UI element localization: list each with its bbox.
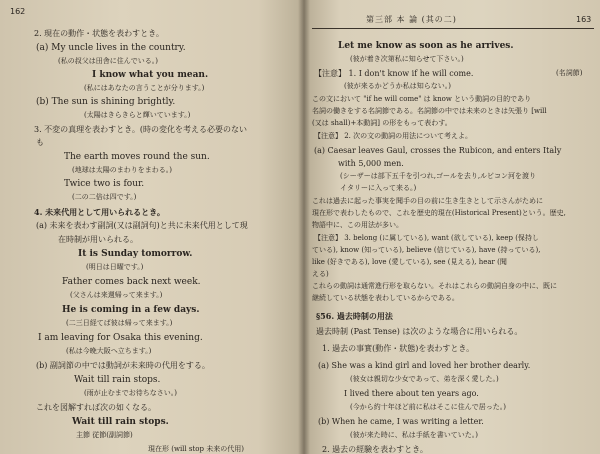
left-text-line: も (36, 138, 44, 147)
left-text-line: (b) The sun is shining brightly. (36, 97, 176, 107)
right-text-line: 過去時制 (Past Tense) は次のような場合に用いられる。 (316, 327, 523, 336)
right-text-line: える) (312, 270, 329, 278)
right-text-line: (b) When he came, I was writing a letter. (318, 417, 484, 426)
left-text-line: 4. 未来代用として用いられるとき。 (34, 207, 165, 217)
right-text-line: 物語中に、この用法が多い。 (312, 221, 403, 229)
left-text-line: It is Sunday tomorrow. (78, 249, 193, 259)
right-text-line: ている), know (知っている), believe (信じている), have (持っている), (312, 246, 541, 254)
right-text-line: (彼が来た時に、私は手紙を書いていた。) (350, 431, 478, 439)
header-rule (312, 28, 594, 29)
right-text-line: 継続している状態を表わしているからである。 (312, 294, 459, 302)
left-text-line: The earth moves round the sun. (64, 152, 210, 162)
right-text-line: これらの動詞は通常進行形を取らない。それはこれらの動詞自身の中に、既に (312, 282, 557, 290)
right-text-line: (又は shall)+本動詞] の形をもって表わす。 (312, 119, 452, 127)
left-text-line: (a) My uncle lives in the country. (36, 43, 186, 53)
left-text-line: (b) 副詞節の中では動詞が未来時の代用をする。 (36, 361, 210, 370)
running-header: 第三部 本 論 (其の二) (366, 15, 457, 24)
page-number-right: 163 (576, 15, 592, 24)
right-page (304, 0, 600, 454)
left-text-line: (二三日経てば彼は帰って来ます。) (66, 319, 173, 327)
right-text-line: (a) She was a kind girl and loved her brother dearly. (318, 361, 531, 370)
right-text-line: 1. 過去の事實(動作・狀態)を表わすとき。 (322, 344, 475, 353)
left-text-line: Father comes back next week. (62, 277, 201, 287)
right-text-line: 【注意】 2. 次の文の動詞の用法について考えよ。 (314, 132, 472, 140)
left-text-line: (雨が止むまでお待ちなさい。) (84, 389, 177, 397)
left-text-line: (父さんは来週帰って来ます。) (70, 291, 163, 299)
right-text-line: これは過去に起った事実を聞手の目の前に生き生きとして示さんがために (312, 197, 543, 205)
left-text-line: (私は今晩大阪へ立ちます。) (66, 347, 152, 355)
left-text-line: 3. 不変の真理を表わすとき。(時の変化を考える必要のない (34, 125, 247, 134)
left-text-line: 主節 従節(副詞節) (76, 431, 133, 439)
left-text-line: これを図解すれば次の如くなる。 (36, 403, 156, 412)
right-text-line: 現在形で表わしたもので、これを歴史的現在(Historical Present)という。歴史, (312, 209, 566, 217)
right-text-line: 2. 過去の經驗を表わすとき。 (322, 445, 428, 454)
left-text-line: (私の叔父は田舎に住んでいる。) (58, 57, 158, 65)
left-text-line: (二の二倍は四です。) (72, 193, 137, 201)
left-text-line: (太陽はきらきらと輝いています。) (84, 111, 191, 119)
left-text-line: I know what you mean. (92, 70, 209, 80)
left-text-line: 2. 現在の動作・状態を表わすとき。 (34, 29, 164, 38)
left-text-line: I am leaving for Osaka this evening. (38, 333, 203, 343)
left-text-line: (地球は太陽のまわりをまわる。) (72, 166, 172, 174)
left-text-line: Wait till rain stops. (72, 417, 169, 427)
right-text-line: I lived there about ten years ago. (344, 389, 479, 398)
right-text-line: like (好きである), love (愛している), see (見える), hear (聞 (312, 258, 507, 266)
right-text-line: この文において "if he will come" は know という動詞の目的であり (312, 95, 532, 103)
right-text-line: with 5,000 men. (338, 159, 404, 168)
right-text-line: (彼が来るかどうか私は知らない。) (344, 82, 451, 90)
left-text-line: He is coming in a few days. (62, 305, 200, 315)
left-text-line: 現在形 (will stop 未来の代用) (148, 445, 244, 453)
right-text-line: (彼女は親切な少女であって、弟を深く愛した。) (350, 375, 499, 383)
right-text-line: §56. 過去時制の用法 (316, 311, 393, 321)
right-text-line: Let me know as soon as he arrives. (338, 41, 514, 51)
right-text-line: 【注意】 1. I don't know if he will come. (314, 69, 474, 78)
left-text-line: (明日は日曜です。) (86, 263, 144, 271)
right-text-line: イタリーに入って来る。) (340, 184, 417, 192)
right-text-line: (シーザーは部下五千を引つれ,ゴールを去り,ルビコン河を渡り (340, 172, 537, 180)
right-text-line: (彼が着き次第私に知らせて下さい。) (350, 55, 464, 63)
right-text-line: 【注意】 3. belong (に属している), want (欲している), keep (保持し (314, 234, 539, 242)
book-gutter (298, 0, 310, 454)
right-text-line: (a) Caesar leaves Gaul, crosses the Rubicon, and enters Italy (314, 146, 562, 155)
right-text-line: 名詞の働きをする名詞節である。名詞節の中では未来のときは矢張り [will (312, 107, 547, 115)
left-text-line: 在時制が用いられる。 (58, 235, 138, 244)
right-text-line: (今から約十年ほど前に私はそこに住んで居った。) (350, 403, 506, 411)
right-text-line: (名詞節) (556, 69, 583, 77)
left-text-line: (a) 未来を表わす副詞(又は副詞句)と共に未来代用として現 (36, 221, 248, 230)
left-text-line: Twice two is four. (64, 179, 145, 189)
left-text-line: (私にはあなたの言うことが分ります。) (84, 84, 205, 92)
left-text-line: Wait till rain stops. (74, 375, 161, 385)
page-number-left: 162 (10, 7, 26, 16)
